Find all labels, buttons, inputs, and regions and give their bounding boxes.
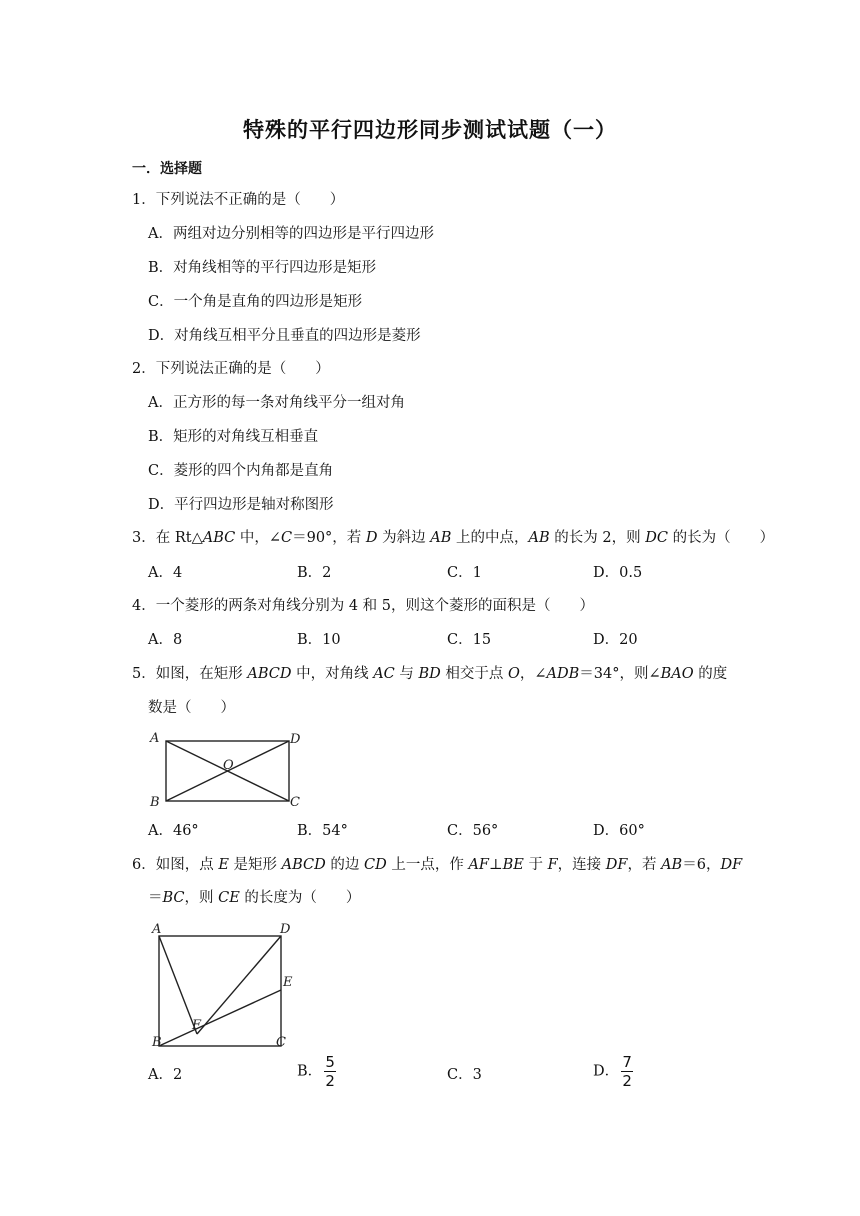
q5-stem: 5．如图，在矩形 ABCD 中，对角线 AC 与 BD 相交于点 O，∠ADB＝34°，则∠BAO 的度 [132, 666, 728, 682]
page-title: 特殊的平行四边形同步测试试题（一） [243, 117, 617, 142]
q3-option-a: A．4 [148, 565, 183, 581]
q2-option-b: B．矩形的对角线互相垂直 [148, 429, 319, 445]
q1-option-c: C．一个角是直角的四边形是矩形 [148, 294, 363, 310]
q1-stem: 1．下列说法不正确的是（ ） [132, 192, 345, 208]
q6-option-c: C．3 [447, 1067, 482, 1083]
q5-label-a: A [150, 731, 160, 746]
q3-option-c: C．1 [447, 565, 482, 581]
q3-stem: 3．在 Rt△ABC 中，∠C＝90°，若 D 为斜边 AB 上的中点，AB 的长为 2，则 DC 的长为（ ） [132, 530, 775, 546]
q6-option-d: D． $\frac{7}{2}$ [593, 1053, 632, 1090]
q6-option-b: B． $\frac{5}{2}$ [297, 1053, 335, 1090]
q6-segment-df [197, 936, 281, 1034]
q6-stem: 6．如图，点 E 是矩形 ABCD 的边 CD 上一点，作 AF⊥BE 于 F，连接 DF，若 AB＝6，DF [132, 857, 743, 873]
q6-label-e: E [283, 975, 293, 990]
q3-option-b: B．2 [297, 565, 332, 581]
q6-stem-line2: ＝BC，则 CE 的长度为（ ） [148, 890, 361, 906]
q4-option-d: D．20 [593, 632, 638, 648]
q6-label-c: C [276, 1035, 286, 1050]
q4-stem: 4．一个菱形的两条对角线分别为 4 和 5，则这个菱形的面积是（ ） [132, 598, 595, 614]
q6-label-f: F [192, 1018, 202, 1033]
q6-option-b-fraction: $\frac{5}{2}$ [325, 1053, 335, 1090]
q5-option-c: C．56° [447, 823, 499, 839]
q2-stem: 2．下列说法正确的是（ ） [132, 361, 330, 377]
q1-option-a: A．两组对边分别相等的四边形是平行四边形 [148, 226, 434, 242]
q6-option-a: A．2 [148, 1067, 183, 1083]
q5-label-b: B [150, 795, 160, 810]
q5-label-d: D [290, 732, 301, 747]
q5-label-c: C [290, 795, 300, 810]
q3-option-d: D．0.5 [593, 565, 643, 581]
q1-option-d: D．对角线互相平分且垂直的四边形是菱形 [148, 328, 421, 344]
q2-option-a: A．正方形的每一条对角线平分一组对角 [148, 395, 405, 411]
section-heading: 一．选择题 [132, 161, 202, 177]
q4-option-a: A．8 [148, 632, 183, 648]
q6-segment-be [159, 990, 281, 1046]
q4-option-c: C．15 [447, 632, 492, 648]
q6-rect-outline [159, 936, 281, 1046]
q6-rectangle-figure [146, 916, 306, 1052]
q5-stem-line2: 数是（ ） [148, 700, 235, 716]
q6-option-d-fraction: $\frac{7}{2}$ [622, 1053, 632, 1090]
q6-label-d: D [280, 922, 291, 937]
q6-label-b: B [152, 1035, 162, 1050]
q1-option-b: B．对角线相等的平行四边形是矩形 [148, 260, 377, 276]
q2-option-c: C．菱形的四个内角都是直角 [148, 463, 334, 479]
q2-option-d: D．平行四边形是轴对称图形 [148, 497, 334, 513]
q5-option-d: D．60° [593, 823, 645, 839]
q5-rectangle-figure [146, 726, 316, 812]
q6-label-a: A [152, 922, 162, 937]
q5-option-a: A．46° [148, 823, 199, 839]
q5-label-o: O [223, 758, 234, 773]
q5-option-b: B．54° [297, 823, 348, 839]
q4-option-b: B．10 [297, 632, 341, 648]
